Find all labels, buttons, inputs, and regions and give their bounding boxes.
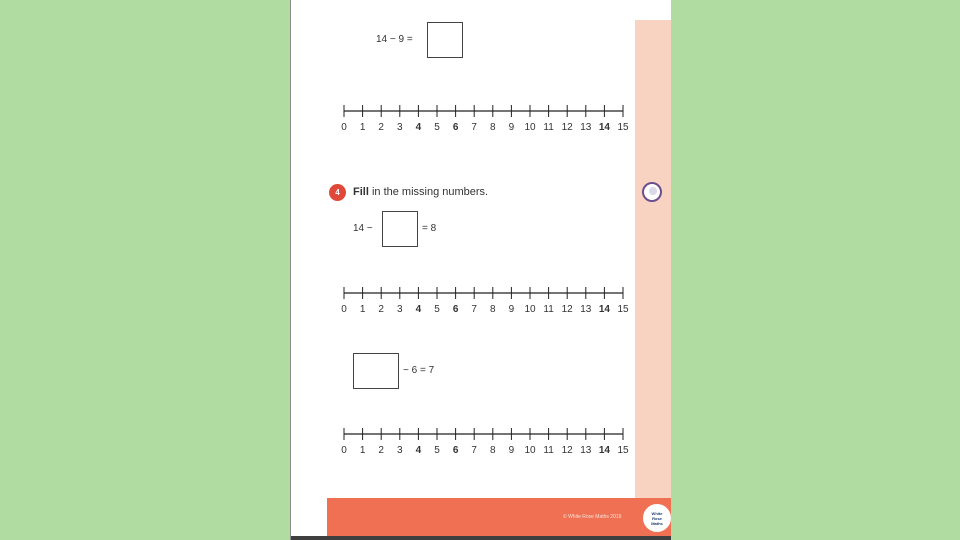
number-line-label: 5: [434, 122, 440, 133]
question-instruction: [353, 186, 488, 198]
number-line-label: 2: [378, 122, 384, 133]
number-line-label: 10: [524, 445, 536, 456]
number-line-label: 1: [359, 122, 366, 133]
number-line-label: 6: [452, 304, 459, 315]
number-line-label: 15: [617, 122, 629, 133]
example-answer-box[interactable]: [427, 22, 463, 58]
number-line-label: 11: [543, 445, 554, 456]
hint-icon[interactable]: [642, 182, 662, 202]
number-line-label: 15: [617, 445, 629, 456]
part-b-right: − 6 = 7: [403, 365, 435, 376]
example-equation: 14 − 9 =: [376, 34, 413, 45]
number-line-label: 5: [434, 445, 440, 456]
logo-line-2: Rose: [652, 515, 662, 521]
part-a-answer-box[interactable]: [382, 211, 418, 247]
number-line-label: 12: [561, 445, 573, 456]
white-rose-maths-logo: [643, 504, 671, 532]
number-line-label: 10: [524, 304, 536, 315]
number-line-label: 14: [598, 445, 610, 456]
number-line-label: 0: [341, 445, 347, 456]
page-bottom-edge: [291, 536, 671, 540]
instruction-rest: in the missing numbers.: [368, 186, 489, 198]
part-a-left: 14 −: [353, 223, 373, 234]
number-line-label: 2: [378, 445, 384, 456]
number-line-label: 2: [378, 304, 384, 315]
number-line-label: 10: [524, 122, 536, 133]
number-line-label: 3: [397, 445, 403, 456]
worksheet-page: [290, 0, 671, 540]
number-line-2: [339, 284, 629, 320]
side-strip: [635, 20, 671, 498]
footer-bar: [327, 498, 671, 536]
number-line-label: 5: [434, 304, 440, 315]
number-line-label: 7: [471, 122, 477, 133]
question-number-badge: 4: [329, 184, 346, 201]
number-line-label: 0: [341, 304, 347, 315]
number-line-label: 3: [397, 122, 403, 133]
number-line-label: 9: [508, 122, 515, 133]
number-line-label: 11: [543, 122, 554, 133]
number-line-label: 8: [490, 122, 496, 133]
number-line-label: 8: [490, 445, 496, 456]
number-line-label: 13: [580, 304, 592, 315]
instruction-bold: Fill: [353, 186, 369, 198]
number-line-label: 14: [598, 304, 610, 315]
number-line-label: 0: [341, 122, 347, 133]
number-line-label: 4: [415, 445, 422, 456]
number-line-label: 6: [452, 122, 459, 133]
number-line-label: 9: [508, 445, 515, 456]
number-line-label: 12: [561, 304, 573, 315]
number-line-label: 13: [580, 122, 592, 133]
number-line-label: 7: [471, 304, 477, 315]
number-line-label: 8: [490, 304, 496, 315]
number-line-label: 4: [415, 122, 422, 133]
number-line-1: [339, 102, 629, 138]
number-line-label: 6: [452, 445, 459, 456]
number-line-label: 14: [598, 122, 610, 133]
number-line-label: 4: [415, 304, 422, 315]
number-line-label: 15: [617, 304, 629, 315]
number-line-label: 9: [508, 304, 515, 315]
number-line-label: 3: [397, 304, 403, 315]
number-line-3: [339, 425, 629, 461]
copyright-text: © White Rose Maths 2019: [563, 514, 622, 520]
number-line-label: 13: [580, 445, 592, 456]
number-line-label: 1: [359, 445, 366, 456]
number-line-label: 7: [471, 445, 477, 456]
part-a-right: = 8: [422, 223, 437, 234]
logo-line-3: Maths: [651, 520, 663, 526]
number-line-label: 1: [359, 304, 366, 315]
number-line-label: 12: [561, 122, 573, 133]
logo-line-1: White: [651, 510, 663, 516]
number-line-label: 11: [543, 304, 554, 315]
part-b-answer-box[interactable]: [353, 353, 399, 389]
